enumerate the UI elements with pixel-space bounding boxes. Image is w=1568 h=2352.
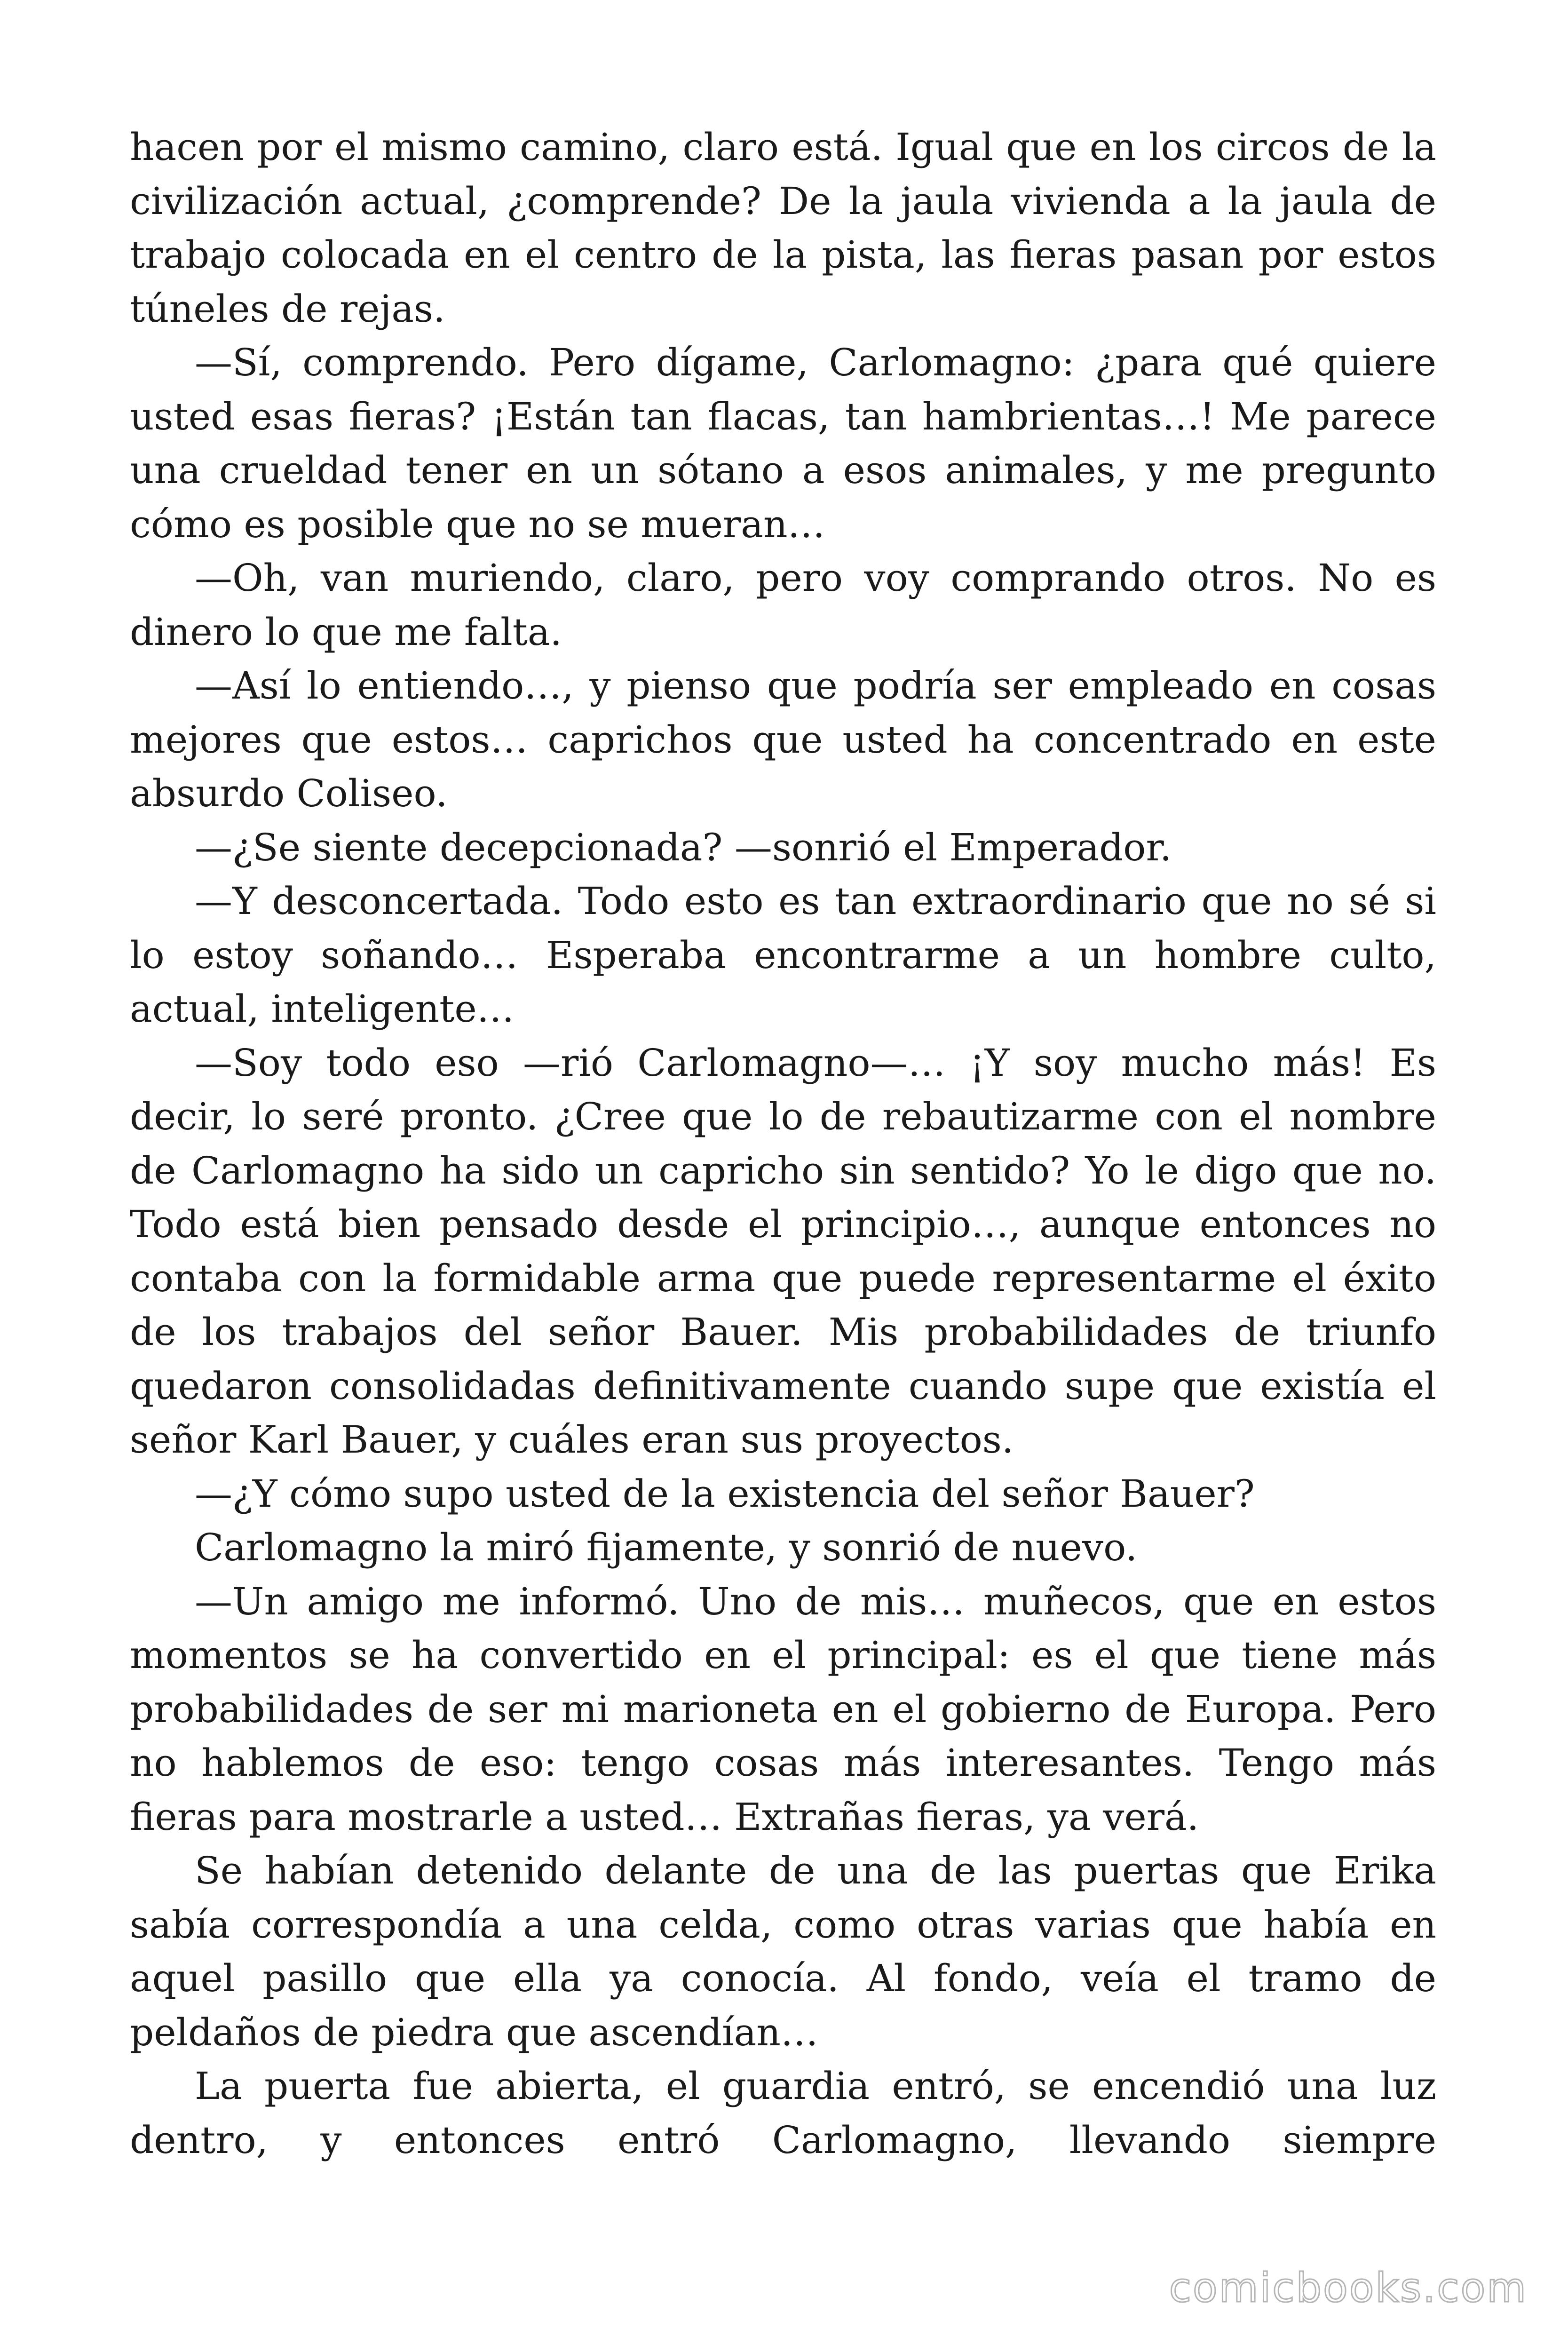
body-text bbox=[130, 120, 1436, 2167]
paragraph: Se habían detenido delante de una de las puertas que Erika sabía correspondía a una celda, como otras varias que había en aquel pasillo que ella ya conocía. Al fondo, veía el tramo de peldaños de piedra que ascendían… bbox=[130, 1849, 1436, 2054]
paragraph: —Sí, comprendo. Pero dígame, Carlomagno: ¿para qué quiere usted esas fieras? ¡Están tan flacas, tan hambrientas…! Me parece una crueldad tener en un sótano a esos animales, y me pregunto cómo es posible que no se mueran… bbox=[130, 341, 1436, 546]
paragraph: —Un amigo me informó. Uno de mis… muñecos, que en estos momentos se ha convertido en el principal: es el que tiene más probabilidades de ser mi marioneta en el gobierno de Europa. Pero no hablemos de eso: tengo cosas más interesantes. Tengo más fieras para mostrarle a usted… Extrañas fieras, ya verá. bbox=[130, 1579, 1436, 1839]
paragraph: —Así lo entiendo…, y pienso que podría ser empleado en cosas mejores que estos… caprichos que usted ha concentrado en este absurdo Coliseo. bbox=[130, 664, 1436, 815]
watermark: comicbooks.com bbox=[1169, 2265, 1528, 2312]
paragraph: —¿Y cómo supo usted de la existencia del señor Bauer? bbox=[195, 1471, 1255, 1516]
paragraph: —Y desconcertada. Todo esto es tan extraordinario que no sé si lo estoy soñando… Esperaba encontrarme a un hombre culto, actual, inteligente… bbox=[130, 879, 1436, 1031]
paragraph: —Soy todo eso —rió Carlomagno—… ¡Y soy mucho más! Es decir, lo seré pronto. ¿Cree que lo de rebautizarme con el nombre de Carlomagno ha sido un capricho sin sentido? Yo le digo que no. Todo está bien pensado desde el principio…, aunque entonces no contaba con la formidable arma que puede representarme el éxito de los trabajos del señor Bauer. Mis probabilidades de triunfo quedaron consolidadas definitivamente cuando supe que existía el señor Karl Bauer, y cuáles eran sus proyectos. bbox=[130, 1041, 1436, 1462]
paragraph: —¿Se siente decepcionada? —sonrió el Emperador. bbox=[195, 825, 1172, 869]
paragraph: hacen por el mismo camino, claro está. Igual que en los circos de la civilización actual, ¿comprende? De la jaula vivienda a la jaula de trabajo colocada en el centro de la pista, las fieras pasan por estos túneles de rejas. bbox=[130, 125, 1436, 331]
paragraph: Carlomagno la miró fijamente, y sonrió de nuevo. bbox=[195, 1526, 1138, 1569]
paragraph: La puerta fue abierta, el guardia entró, se encendió una luz dentro, y entonces entró Carlomagno, llevando siempre bbox=[130, 2064, 1436, 2162]
paragraph: —Oh, van muriendo, claro, pero voy comprando otros. No es dinero lo que me falta. bbox=[130, 556, 1436, 654]
